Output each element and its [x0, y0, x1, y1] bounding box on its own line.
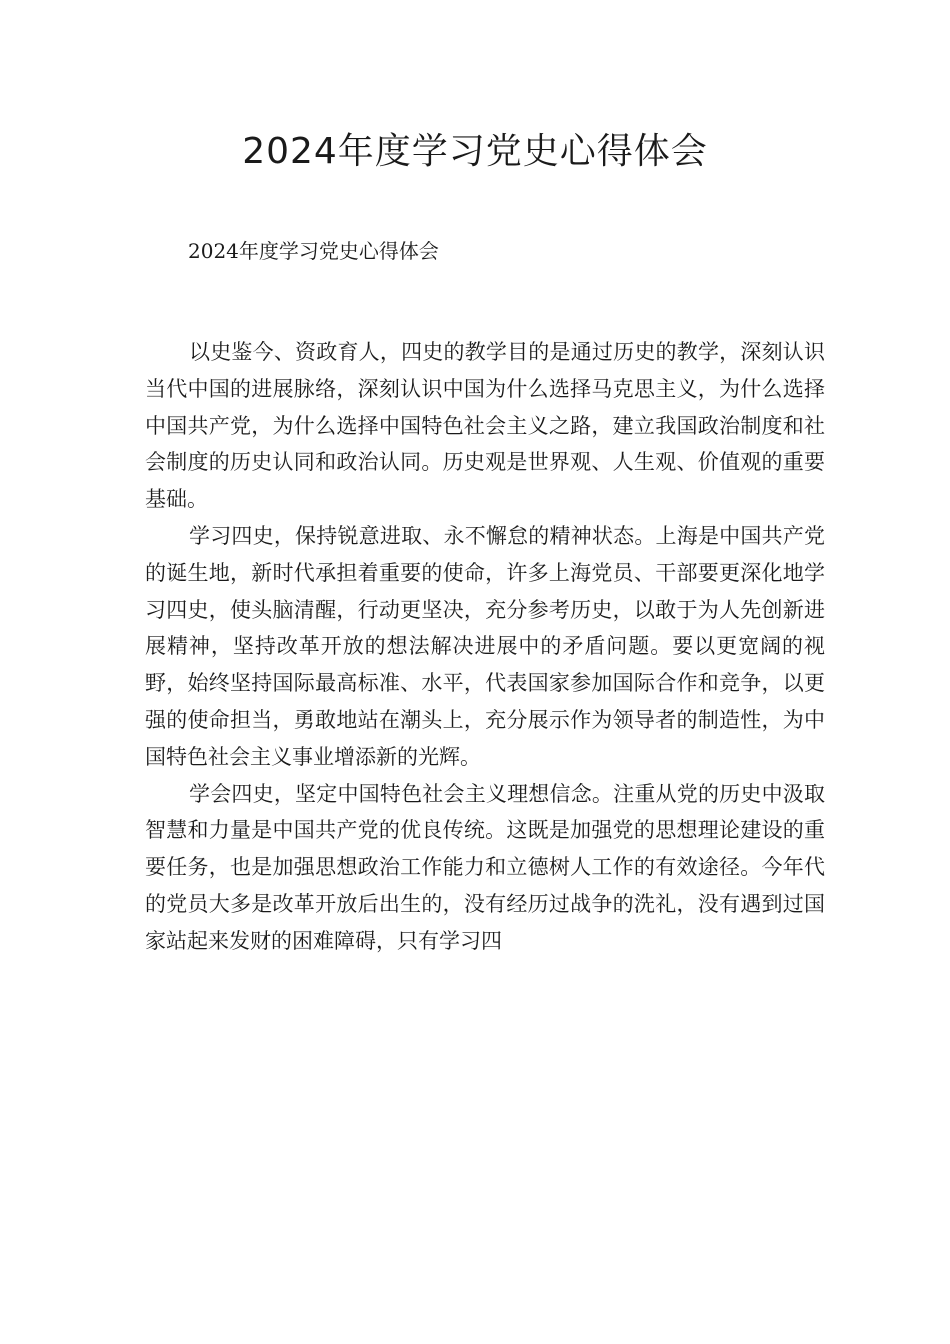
paragraph-1: 以史鉴今、资政育人，四史的教学目的是通过历史的教学，深刻认识当代中国的进展脉络，深刻认识中国为什么选择马克思主义，为什么选择中国共产党，为什么选择中国特色社会主义之路，建立我国政治制度和社会制度的历史认同和政治认同。历史观是世界观、人生观、价值观的重要基础。	[145, 340, 825, 512]
document-subtitle: 2024年度学习党史心得体会	[188, 239, 439, 263]
paragraph-3: 学会四史，坚定中国特色社会主义理想信念。注重从党的历史中汲取智慧和力量是中国共产党的优良传统。这既是加强党的思想理论建设的重要任务，也是加强思想政治工作能力和立德树人工作的有效途径。今年代的党员大多是改革开放后出生的，没有经历过战争的洗礼，没有遇到过国家站起来发财的困难障碍，只有学习四	[145, 781, 825, 953]
document-body	[145, 334, 825, 960]
document-title: 2024年度学习党史心得体会	[242, 131, 708, 172]
paragraph-2: 学习四史，保持锐意进取、永不懈怠的精神状态。上海是中国共产党的诞生地，新时代承担着重要的使命，许多上海党员、干部要更深化地学习四史，使头脑清醒，行动更坚决，充分参考历史，以敢于为人先创新进展精神，坚持改革开放的想法解决进展中的矛盾问题。要以更宽阔的视野，始终坚持国际最高标准、水平，代表国家参加国际合作和竞争，以更强的使命担当，勇敢地站在潮头上，充分展示作为领导者的制造性，为中国特色社会主义事业增添新的光辉。	[145, 523, 825, 769]
